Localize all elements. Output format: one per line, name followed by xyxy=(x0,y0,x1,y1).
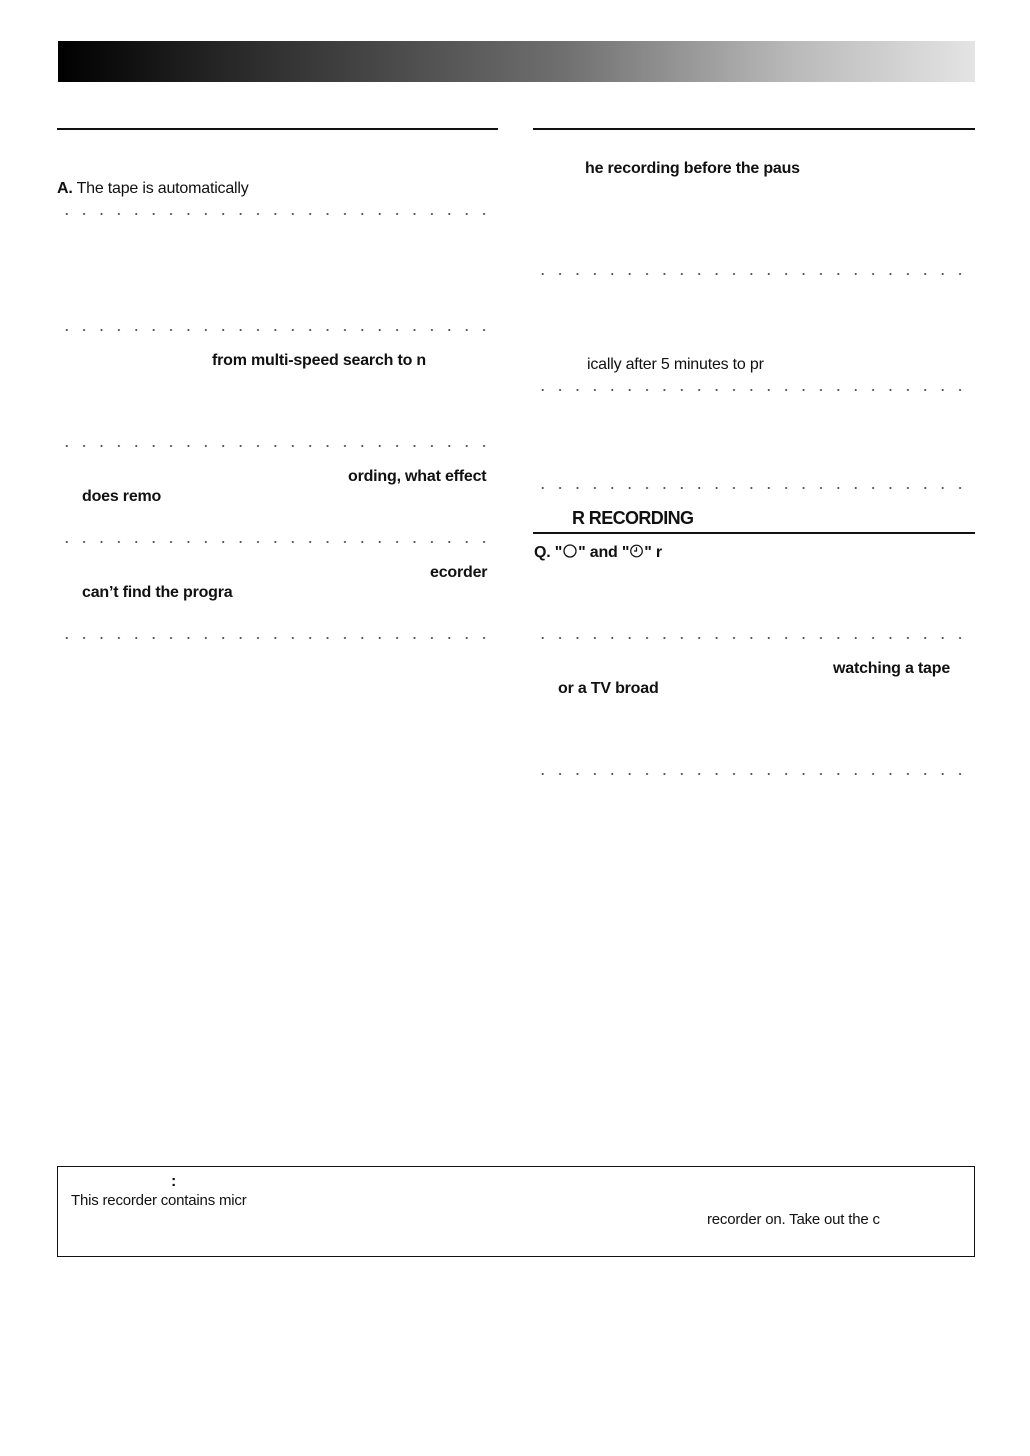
question-program-line1: ecorder xyxy=(430,564,488,581)
answer-text: The tape is automatically xyxy=(76,180,249,197)
dotted-separator xyxy=(534,388,975,392)
dotted-separator xyxy=(58,444,499,448)
question-watching-line2: or a TV broad xyxy=(558,680,659,697)
q-suffix: " r xyxy=(644,544,662,561)
notice-box xyxy=(57,1166,975,1257)
dotted-separator xyxy=(58,328,499,332)
notice-title: : xyxy=(171,1173,177,1190)
notice-line1: This recorder contains micr xyxy=(71,1192,247,1209)
clock-icon xyxy=(629,543,644,559)
question-program-line2: can’t find the progra xyxy=(82,584,233,601)
section-heading-rule xyxy=(533,532,975,534)
question-effect-line1: ording, what effect xyxy=(348,468,487,485)
question-effect-line2: does remo xyxy=(82,488,162,505)
q-prefix: Q. " xyxy=(534,544,563,561)
right-column-rule xyxy=(533,128,975,130)
circle-icon xyxy=(562,543,578,559)
dotted-separator xyxy=(58,540,499,544)
dotted-separator xyxy=(534,636,975,640)
dotted-separator xyxy=(534,272,975,276)
section-heading: R RECORDING xyxy=(572,508,694,528)
answer-label: A. xyxy=(57,180,73,197)
left-column-rule xyxy=(57,128,498,130)
header-gradient-bar xyxy=(58,41,975,82)
dotted-separator xyxy=(58,212,499,216)
q-mid: " and " xyxy=(578,544,630,561)
dotted-separator xyxy=(534,772,975,776)
answer-tape-automatic xyxy=(57,179,249,199)
answer-five-minutes: ically after 5 minutes to pr xyxy=(587,356,764,373)
notice-line2: recorder on. Take out the c xyxy=(707,1211,880,1228)
question-timer-icons xyxy=(534,543,662,563)
question-pause-recording: he recording before the paus xyxy=(585,160,800,177)
question-watching-line1: watching a tape xyxy=(833,660,951,677)
dotted-separator xyxy=(58,636,499,640)
dotted-separator xyxy=(534,486,975,490)
question-multi-speed: from multi-speed search to n xyxy=(212,352,426,369)
